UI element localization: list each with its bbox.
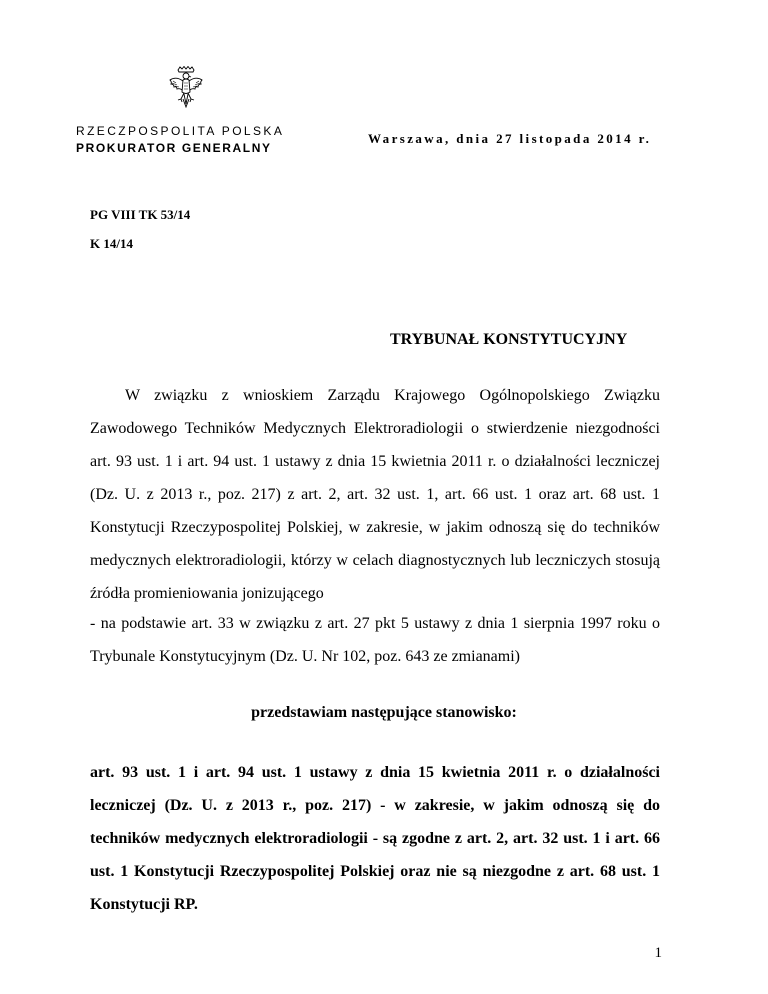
polish-eagle-icon	[168, 66, 204, 108]
issuer-block	[76, 123, 284, 157]
case-number: PG VIII TK 53/14	[90, 207, 191, 222]
place-date: Warszawa, dnia 27 listopada 2014 r.	[368, 131, 652, 146]
legal-basis-paragraph: - na podstawie art. 33 w związku z art. 27 pkt 5 ustawy z dnia 1 sierpnia 1997 roku o Trybunale Konstytucyjnym (Dz. U. Nr 102, poz. 643 ze zmianami)	[90, 615, 660, 665]
motion-paragraph: W związku z wnioskiem Zarządu Krajowego Ogólnopolskiego Związku Zawodowego Techników Medycznych Elektroradiologii o stwierdzenie niezgodności art. 93 ust. 1 i art. 94 ust. 1 ustawy z dnia 15 kwietnia 2011 r. o działalności leczniczej (Dz. U. z 2013 r., poz. 217) z art. 2, art. 32 ust. 1, art. 66 ust. 1 oraz art. 68 ust. 1 Konstytucji Rzeczypospolitej Polskiej, w zakresie, w jakim odnoszą się do techników medycznych elektroradiologii, którzy w celach diagnostycznych lub leczniczych stosują źródła promieniowania jonizującego	[90, 387, 660, 602]
issuer-country: RZECZPOSPOLITA POLSKA	[76, 124, 285, 138]
page-number: 1	[654, 945, 662, 961]
addressee: TRYBUNAŁ KONSTYTUCYJNY	[390, 331, 628, 348]
tribunal-case-number: K 14/14	[90, 236, 133, 251]
issuer-office: PROKURATOR GENERALNY	[76, 141, 272, 155]
conclusion-paragraph: art. 93 ust. 1 i art. 94 ust. 1 ustawy z dnia 15 kwietnia 2011 r. o działalności leczniczej (Dz. U. z 2013 r., poz. 217) - w zakresie, w jakim odnoszą się do techników medycznych elektroradiologii - są zgodne z art. 2, art. 32 ust. 1 i art. 66 ust. 1 Konstytucji Rzeczypospolitej Polskiej oraz nie są niezgodne z art. 68 ust. 1 Konstytucji RP.	[90, 764, 660, 913]
position-heading: przedstawiam następujące stanowisko:	[251, 704, 517, 721]
